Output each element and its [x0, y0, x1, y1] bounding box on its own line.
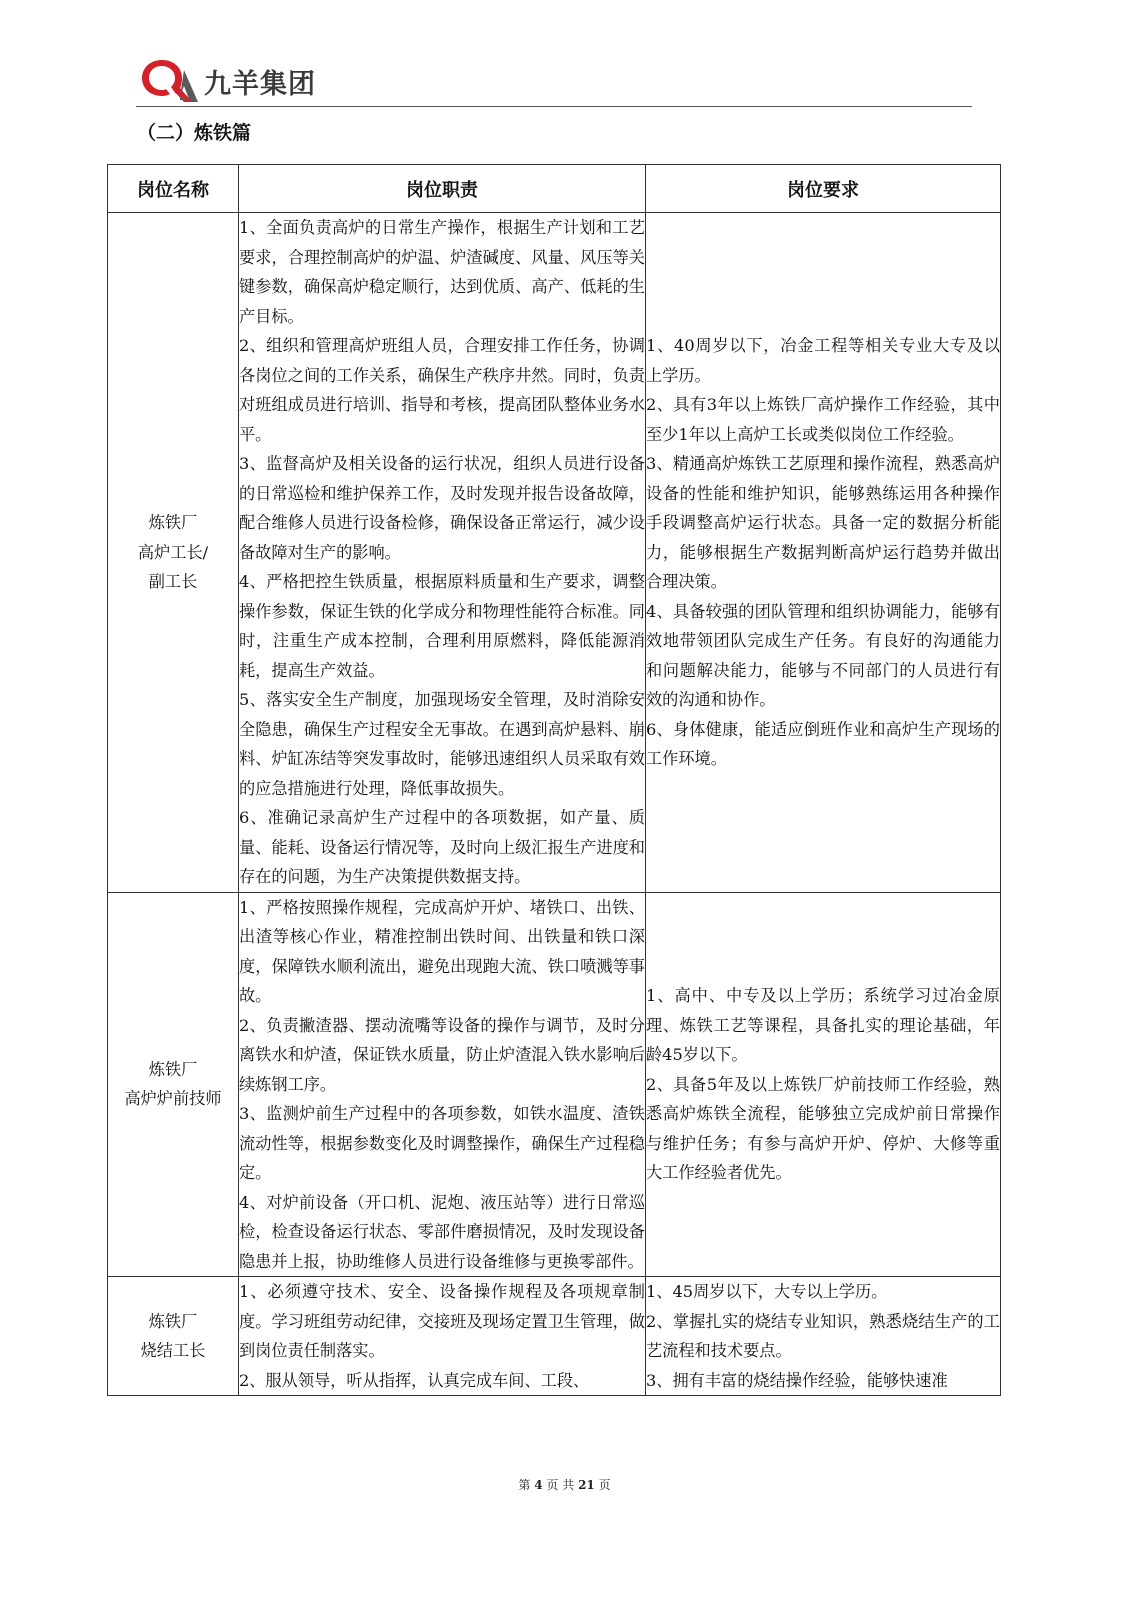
position-name-line: 高炉炉前技师 [124, 1089, 222, 1109]
duty-item: 6、准确记录高炉生产过程中的各项数据，如产量、质量、能耗、设备运行情况等，及时向上级汇报生产进度和存在的问题，为生产决策提供数据支持。 [239, 808, 645, 886]
page-footer [0, 1476, 1129, 1493]
requirement-item: 1、40周岁以下，冶金工程等相关专业大专及以上学历。 [646, 336, 1000, 385]
table-row [108, 892, 1001, 1277]
duty-item: 4、严格把控生铁质量，根据原料质量和生产要求，调整操作参数，保证生铁的化学成分和物理性能符合标准。同时，注重生产成本控制，合理利用原燃料，降低能源消耗，提高生产效益。 [239, 572, 645, 680]
current-page-number: 4 [534, 1478, 543, 1492]
position-name-cell [108, 892, 239, 1277]
requirements-cell [646, 1277, 1001, 1396]
duty-item: 1、严格按照操作规程，完成高炉开炉、堵铁口、出铁、出渣等核心作业，精准控制出铁时间、出铁量和铁口深度，保障铁水顺利流出，避免出现跑大流、铁口喷溅等事故。 [239, 897, 645, 1005]
position-name-line: 高炉工长/ [137, 542, 209, 562]
header-duties: 岗位职责 [239, 165, 646, 213]
table-row [108, 1277, 1001, 1396]
requirement-item: 2、具备5年及以上炼铁厂炉前技师工作经验，熟悉高炉炼铁全流程，能够独立完成炉前日常操作与维护任务；有参与高炉开炉、停炉、大修等重大工作经验者优先。 [646, 1074, 1000, 1182]
duty-item: 2、组织和管理高炉班组人员，合理安排工作任务，协调各岗位之间的工作关系，确保生产秩序井然。同时，负责对班组成员进行培训、指导和考核，提高团队整体业务水平。 [239, 336, 645, 444]
job-table [107, 164, 1001, 1396]
table-row [108, 213, 1001, 893]
position-name-cell [108, 1277, 239, 1396]
page-header [136, 54, 972, 106]
requirement-item: 3、拥有丰富的烧结操作经验，能够快速准 [646, 1370, 948, 1390]
duties-cell [239, 1277, 646, 1396]
requirement-item: 1、高中、中专及以上学历；系统学习过冶金原理、炼铁工艺等课程，具备扎实的理论基础，年龄45岁以下。 [646, 986, 1000, 1064]
duties-cell [239, 213, 646, 893]
requirement-item: 3、精通高炉炼铁工艺原理和操作流程，熟悉高炉设备的性能和维护知识，能够熟练运用各种操作手段调整高炉运行状态。具备一定的数据分析能力，能够根据生产数据判断高炉运行趋势并做出合理决策。 [646, 454, 1000, 591]
requirement-item: 4、具备较强的团队管理和组织协调能力，能够有效地带领团队完成生产任务。有良好的沟通能力和问题解决能力，能够与不同部门的人员进行有效的沟通和协作。 [646, 601, 1000, 709]
requirement-item: 2、掌握扎实的烧结专业知识，熟悉烧结生产的工艺流程和技术要点。 [646, 1311, 1000, 1360]
position-name-line: 炼铁厂 [148, 513, 198, 532]
jiuyang-logo-icon [140, 56, 200, 102]
requirement-item: 2、具有3年以上炼铁厂高炉操作工作经验，其中至少1年以上高炉工长或类似岗位工作经验。 [646, 395, 1000, 444]
footer-prefix: 第 [518, 1478, 531, 1492]
header-divider [136, 106, 972, 107]
duty-item: 2、负责撇渣器、摆动流嘴等设备的操作与调节，及时分离铁水和炉渣，保证铁水质量，防止炉渣混入铁水影响后续炼钢工序。 [239, 1015, 645, 1094]
duty-item: 3、监测炉前生产过程中的各项参数，如铁水温度、渣铁流动性等，根据参数变化及时调整操作，确保生产过程稳定。 [239, 1104, 645, 1182]
position-name-line: 烧结工长 [140, 1341, 206, 1360]
position-name-line: 炼铁厂 [148, 1059, 198, 1079]
position-name-line: 副工长 [148, 572, 198, 591]
header-requirements: 岗位要求 [646, 165, 1001, 213]
duty-item: 4、对炉前设备（开口机、泥炮、液压站等）进行日常巡检，检查设备运行状态、零部件磨损情况，及时发现设备隐患并上报，协助维修人员进行设备维修与更换零部件。 [239, 1192, 645, 1271]
company-name: 九羊集团 [204, 69, 316, 100]
requirement-item: 6、身体健康，能适应倒班作业和高炉生产现场的工作环境。 [646, 719, 1000, 768]
requirement-item: 1、45周岁以下，大专以上学历。 [646, 1282, 888, 1301]
duty-item: 3、监督高炉及相关设备的运行状况，组织人员进行设备的日常巡检和维护保养工作，及时发现并报告设备故障，配合维修人员进行设备检修，确保设备正常运行，减少设备故障对生产的影响。 [239, 454, 645, 562]
table-header-row [108, 165, 1001, 213]
total-page-number: 21 [578, 1478, 595, 1492]
footer-middle: 页 共 [546, 1478, 575, 1492]
duty-item: 1、全面负责高炉的日常生产操作，根据生产计划和工艺要求，合理控制高炉的炉温、炉渣碱度、风量、风压等关键参数，确保高炉稳定顺行，达到优质、高产、低耗的生产目标。 [239, 218, 645, 326]
duty-item: 5、落实安全生产制度，加强现场安全管理，及时消除安全隐患，确保生产过程安全无事故。在遇到高炉悬料、崩料、炉缸冻结等突发事故时，能够迅速组织人员采取有效的应急措施进行处理，降低事故损失。 [239, 690, 645, 798]
position-name-line: 炼铁厂 [148, 1311, 198, 1331]
header-position-name: 岗位名称 [108, 165, 239, 213]
requirements-cell [646, 213, 1001, 893]
duties-cell [239, 892, 646, 1277]
requirements-cell [646, 892, 1001, 1277]
section-title: （二）炼铁篇 [137, 122, 252, 144]
duty-item: 2、服从领导，听从指挥，认真完成车间、工段、 [239, 1370, 590, 1390]
footer-suffix: 页 [598, 1478, 611, 1492]
duty-item: 1、必须遵守技术、安全、设备操作规程及各项规章制度。学习班组劳动纪律，交接班及现场定置卫生管理，做到岗位责任制落实。 [239, 1282, 645, 1360]
position-name-cell [108, 213, 239, 893]
